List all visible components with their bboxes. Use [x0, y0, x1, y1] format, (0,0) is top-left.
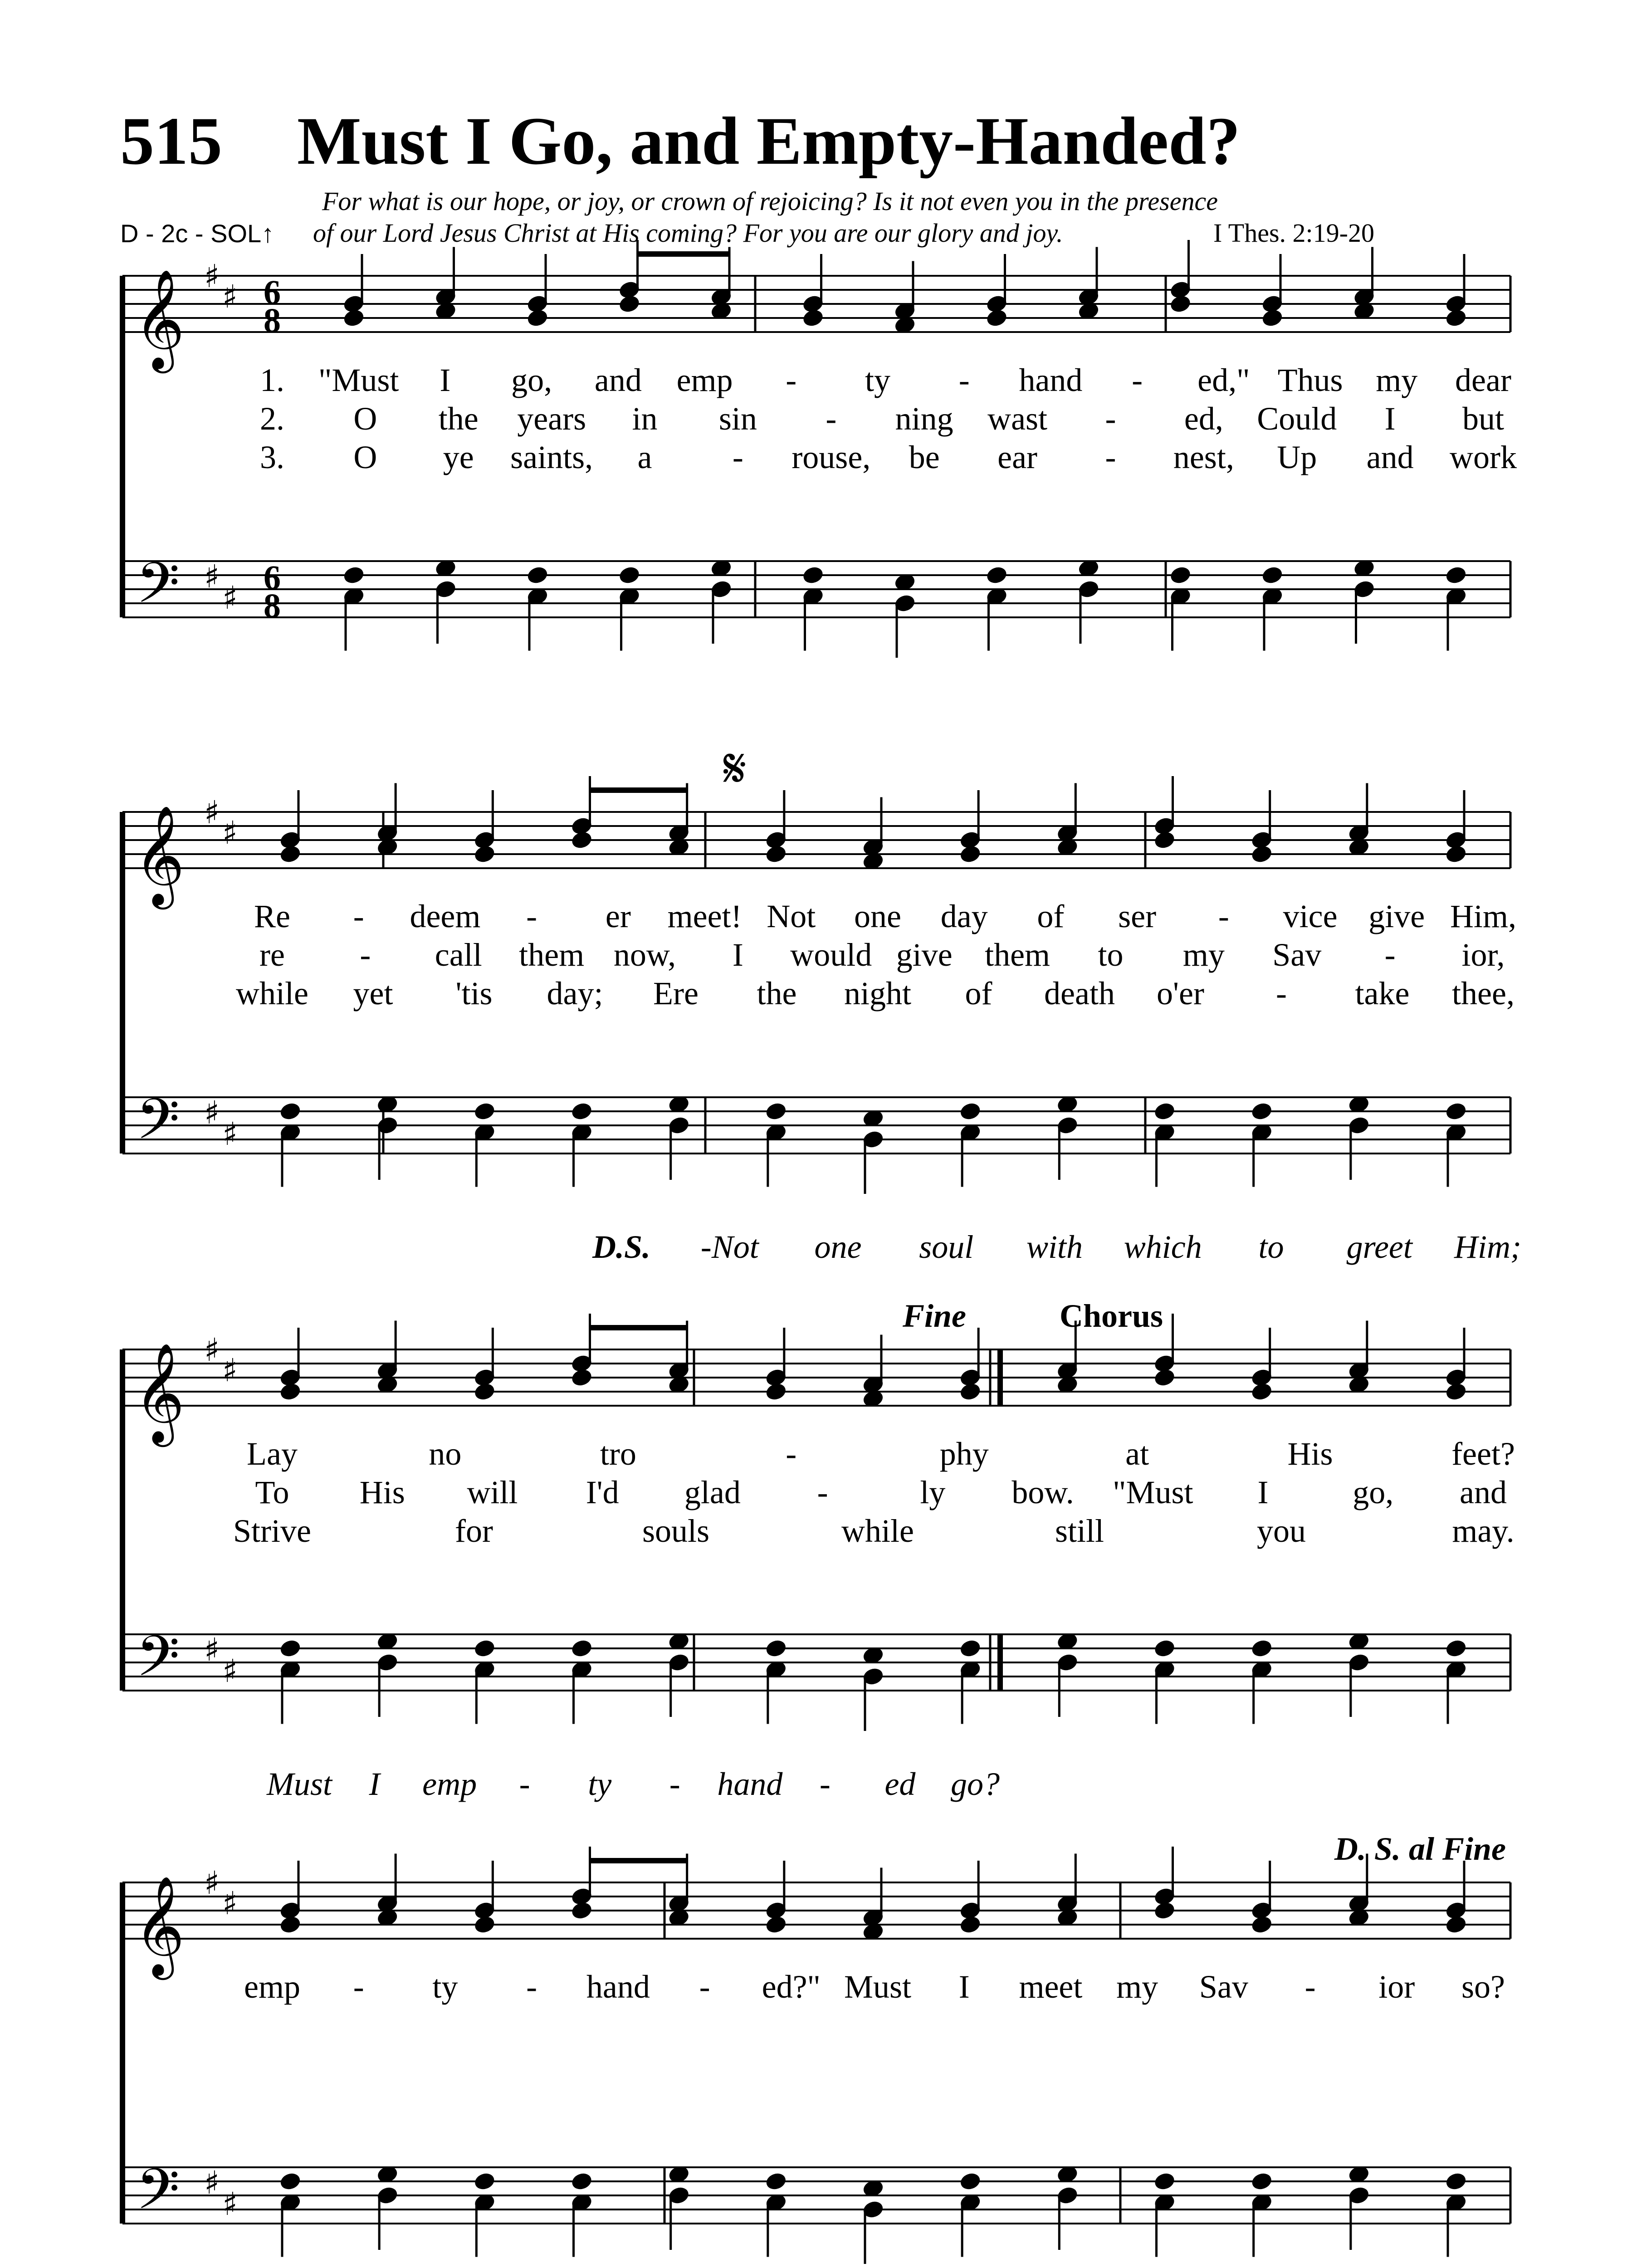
lyric-syllable: o'er [1157, 975, 1204, 1012]
ds-lyric-syllable: hand [717, 1766, 783, 1802]
bass-note [1446, 2172, 1466, 2190]
treble-note [1262, 309, 1282, 327]
lyric-syllable: the [438, 401, 479, 437]
lyric-syllable: Strive [233, 1513, 311, 1549]
chorus-marking: Chorus [1059, 1298, 1163, 1334]
lyric-syllable: Re [254, 898, 290, 934]
ds-lyric-syllable: emp [422, 1766, 477, 1802]
lyric-syllable: glad [684, 1474, 741, 1510]
ds-lyric-syllable: -Not [700, 1229, 759, 1265]
lyric-syllable: 2. [260, 401, 284, 437]
bass-note [474, 1639, 495, 1657]
scripture-line-2: of our Lord Jesus Christ at His coming? For you are our glory and joy. [313, 218, 1063, 248]
lyric-syllable: - [526, 898, 537, 934]
bass-note [280, 1102, 300, 1120]
lyric-syllable: I [958, 1969, 970, 2005]
treble-note [987, 309, 1007, 327]
lyric-syllable: - [1276, 975, 1287, 1012]
ds-lyric-syllable: D.S. [592, 1229, 651, 1265]
sharp-icon: ♯ [204, 2164, 220, 2201]
lyric-syllable: ior [1378, 1969, 1415, 2005]
lyric-syllable: - [1132, 362, 1143, 398]
lyric-syllable: ning [895, 401, 953, 437]
lyric-syllable: tro [600, 1436, 636, 1472]
lyric-syllable: souls [642, 1513, 710, 1549]
lyric-syllable: but [1462, 401, 1505, 437]
lyric-syllable: His [359, 1474, 405, 1510]
treble-note [1154, 1901, 1175, 1919]
lyric-syllable: my [1182, 937, 1225, 973]
bass-note [1446, 566, 1466, 584]
lyric-syllable: call [435, 937, 482, 973]
lyric-syllable: in [632, 401, 658, 437]
lyric-syllable: a [637, 439, 652, 475]
lyric-syllable: no [429, 1436, 462, 1472]
bass-note [766, 1102, 786, 1120]
lyric-syllable: deem [410, 898, 481, 934]
sharp-icon: ♯ [222, 1885, 238, 1922]
lyric-syllable: sin [718, 401, 757, 437]
lyric-syllable: ed," [1197, 362, 1250, 398]
treble-note [960, 1916, 981, 1933]
lyric-syllable: night [844, 975, 912, 1012]
treble-clef: 𝄞 [134, 269, 185, 369]
lyric-syllable: dear [1455, 362, 1511, 398]
treble-note [1154, 831, 1175, 849]
lyric-syllable: years [517, 401, 586, 437]
ds-lyric-syllable: go? [951, 1766, 1000, 1802]
lyric-syllable: the [757, 975, 797, 1012]
ds-lyric-syllable: Him; [1454, 1229, 1521, 1265]
lyric-syllable: and [1366, 439, 1414, 475]
lyric-syllable: His [1287, 1436, 1333, 1472]
ds-al-fine-marking: D. S. al Fine [1334, 1831, 1506, 1867]
lyric-syllable: - [1218, 898, 1229, 934]
treble-note [572, 831, 592, 849]
bass-note [474, 2172, 495, 2190]
lyric-syllable: take [1355, 975, 1410, 1012]
lyric-syllable: ty [432, 1969, 458, 2005]
lyric-syllable: one [854, 898, 901, 934]
sharp-icon: ♯ [204, 258, 220, 295]
lyric-syllable: ior, [1461, 937, 1505, 973]
bass-clef: 𝄢 [136, 1624, 180, 1703]
lyric-syllable: I [732, 937, 743, 973]
lyric-syllable: still [1055, 1513, 1104, 1549]
treble-note [280, 1383, 300, 1400]
lyric-syllable: 1. [260, 362, 284, 398]
bass-note [280, 2172, 300, 2190]
lyric-syllable: would [790, 937, 872, 973]
lyric-syllable: feet? [1451, 1436, 1515, 1472]
lyric-syllable: 'tis [455, 975, 493, 1012]
bass-note [343, 566, 364, 584]
lyric-syllable: day; [547, 975, 603, 1012]
sharp-icon: ♯ [222, 1115, 238, 1153]
lyric-syllable: phy [939, 1436, 989, 1472]
lyric-syllable: "Must [1113, 1474, 1193, 1510]
treble-note [572, 1369, 592, 1386]
treble-note [803, 309, 823, 327]
treble-note [960, 1383, 981, 1400]
lyric-syllable: Ere [653, 975, 699, 1012]
lyric-syllable: rouse, [792, 439, 871, 475]
lyric-syllable: and [1460, 1474, 1507, 1510]
lyric-syllable: I [440, 362, 451, 398]
bass-note [572, 1102, 592, 1120]
lyric-syllable: vice [1283, 898, 1338, 934]
lyric-syllable: give [1368, 898, 1425, 934]
bass-note [1446, 1639, 1466, 1657]
time-signature-bottom: 8 [264, 587, 281, 625]
scripture-line-1: For what is our hope, or joy, or crown of rejoicing? Is it not even you in the presence [322, 186, 1218, 216]
lyric-syllable: - [1105, 401, 1116, 437]
lyric-syllable: - [526, 1969, 537, 2005]
lyric-syllable: 3. [260, 439, 284, 475]
time-signature-top: 6 [264, 274, 281, 312]
lyric-syllable: at [1125, 1436, 1149, 1472]
sharp-icon: ♯ [222, 278, 238, 315]
ds-lyric-syllable: - [819, 1766, 831, 1802]
lyric-syllable: - [732, 439, 743, 475]
lyric-syllable: - [826, 401, 837, 437]
ds-lyric-syllable: to [1258, 1229, 1284, 1265]
treble-note [960, 845, 981, 863]
treble-note [280, 1916, 300, 1933]
lyric-syllable: go, [511, 362, 552, 398]
sharp-icon: ♯ [204, 794, 220, 831]
lyric-syllable: to [1098, 937, 1124, 973]
treble-note [474, 1916, 495, 1933]
treble-note [1251, 1916, 1272, 1933]
bass-note [1251, 1102, 1272, 1120]
bass-note [527, 566, 547, 584]
bass-note [280, 1639, 300, 1657]
lyric-syllable: my [1116, 1969, 1158, 2005]
bass-note [1154, 1639, 1175, 1657]
lyric-syllable: and [594, 362, 642, 398]
lyric-syllable: ty [865, 362, 891, 398]
lyric-syllable: Up [1277, 439, 1317, 475]
sharp-icon: ♯ [222, 1652, 238, 1690]
bass-note [1154, 1102, 1175, 1120]
lyric-syllable: - [699, 1969, 710, 2005]
ds-lyric-syllable: I [369, 1766, 380, 1802]
bass-note [960, 1102, 981, 1120]
lyric-syllable: I [1257, 1474, 1269, 1510]
lyric-syllable: Sav [1199, 1969, 1248, 2005]
sharp-icon: ♯ [204, 1331, 220, 1369]
key-info: D - 2c - SOL↑ [120, 219, 274, 248]
treble-note [527, 309, 547, 327]
lyric-syllable: give [896, 937, 953, 973]
lyric-syllable: ed, [1184, 401, 1223, 437]
hymn-title: Must I Go, and Empty-Handed? [297, 103, 1241, 179]
treble-note [766, 1916, 786, 1933]
bass-note [474, 1102, 495, 1120]
bass-note [1170, 566, 1191, 584]
treble-note [343, 309, 364, 327]
treble-note [474, 845, 495, 863]
lyric-syllable: re [259, 937, 285, 973]
ds-lyric-syllable: soul [919, 1229, 974, 1265]
lyric-syllable: - [786, 1436, 797, 1472]
treble-note [572, 1901, 592, 1919]
lyric-syllable: - [817, 1474, 828, 1510]
bass-note [960, 2172, 981, 2190]
lyric-syllable: I [1384, 401, 1396, 437]
lyric-syllable: "Must [318, 362, 399, 398]
lyric-syllable: of [965, 975, 992, 1012]
treble-note [1446, 1916, 1466, 1933]
bass-note [572, 1639, 592, 1657]
bass-note [1262, 566, 1282, 584]
lyric-syllable: ed?" [762, 1969, 821, 2005]
treble-note [1251, 845, 1272, 863]
lyric-syllable: bow. [1011, 1474, 1074, 1510]
lyric-syllable: of [1037, 898, 1065, 934]
lyric-syllable: may. [1452, 1513, 1515, 1549]
lyric-syllable: ly [920, 1474, 946, 1510]
lyric-syllable: - [353, 1969, 364, 2005]
lyric-syllable: I'd [586, 1474, 619, 1510]
bass-note [1251, 1639, 1272, 1657]
ds-lyric-syllable: ty [588, 1766, 612, 1802]
sharp-icon: ♯ [204, 558, 220, 595]
sharp-icon: ♯ [222, 579, 238, 616]
treble-clef: 𝄞 [134, 805, 185, 905]
lyric-syllable: To [255, 1474, 289, 1510]
treble-note [1446, 845, 1466, 863]
bass-note [1251, 2172, 1272, 2190]
lyric-syllable: wast [987, 401, 1048, 437]
bass-clef: 𝄢 [136, 1087, 180, 1166]
lyric-syllable: saints, [510, 439, 593, 475]
lyric-syllable: for [455, 1513, 493, 1549]
lyric-syllable: - [786, 362, 797, 398]
lyric-syllable: so? [1461, 1969, 1505, 2005]
ds-lyric-syllable: one [814, 1229, 862, 1265]
ds-lyric-syllable: Must [267, 1766, 332, 1802]
sharp-icon: ♯ [204, 1631, 220, 1668]
treble-note [619, 295, 640, 313]
lyric-syllable: O [353, 439, 377, 475]
bass-note [960, 1639, 981, 1657]
lyric-syllable: ye [443, 439, 474, 475]
lyric-syllable: nest, [1173, 439, 1234, 475]
scripture-reference: I Thes. 2:19-20 [1213, 218, 1374, 248]
treble-note [1154, 1369, 1175, 1386]
lyric-syllable: work [1450, 439, 1517, 475]
ds-lyric-syllable: which [1124, 1229, 1202, 1265]
lyric-syllable: while [236, 975, 308, 1012]
lyric-syllable: - [1105, 439, 1116, 475]
ds-lyric-syllable: greet [1346, 1229, 1412, 1265]
lyric-syllable: Not [767, 898, 816, 934]
lyric-syllable: Lay [247, 1436, 298, 1472]
lyric-syllable: hand [586, 1969, 650, 2005]
lyric-syllable: O [353, 401, 377, 437]
lyric-syllable: Thus [1277, 362, 1343, 398]
bass-note [766, 2172, 786, 2190]
lyric-syllable: ser [1118, 898, 1157, 934]
lyric-syllable: yet [353, 975, 393, 1012]
lyric-syllable: my [1376, 362, 1418, 398]
lyric-syllable: them [519, 937, 585, 973]
lyric-syllable: day [940, 898, 988, 934]
treble-note [474, 1383, 495, 1400]
lyric-syllable: go, [1353, 1474, 1394, 1510]
lyric-syllable: while [841, 1513, 914, 1549]
treble-note [766, 845, 786, 863]
lyric-syllable: - [1384, 937, 1396, 973]
lyric-syllable: emp [244, 1969, 300, 2005]
lyric-syllable: hand [1019, 362, 1083, 398]
lyric-syllable: meet! [667, 898, 742, 934]
segno-icon: 𝄋 [723, 737, 747, 800]
sharp-icon: ♯ [222, 1352, 238, 1389]
lyric-syllable: - [958, 362, 970, 398]
sharp-icon: ♯ [204, 1094, 220, 1131]
lyric-syllable: you [1257, 1513, 1306, 1549]
treble-note [280, 845, 300, 863]
sharp-icon: ♯ [204, 1864, 220, 1901]
lyric-syllable: will [467, 1474, 518, 1510]
lyric-syllable: emp [676, 362, 733, 398]
fine-marking: Fine [902, 1298, 967, 1334]
bass-note [1154, 2172, 1175, 2190]
bass-clef: 𝄢 [136, 2157, 180, 2236]
treble-note [1251, 1383, 1272, 1400]
lyric-syllable: Sav [1272, 937, 1322, 973]
ds-lyric-syllable: with [1026, 1229, 1083, 1265]
lyric-syllable: Him, [1450, 898, 1517, 934]
lyric-syllable: Could [1257, 401, 1337, 437]
lyric-syllable: them [985, 937, 1050, 973]
lyric-syllable: be [909, 439, 940, 475]
time-signature-top: 6 [264, 559, 281, 597]
treble-note [1170, 295, 1191, 313]
lyric-syllable: death [1044, 975, 1115, 1012]
time-signature-bottom: 8 [264, 302, 281, 340]
lyric-syllable: Must [844, 1969, 912, 2005]
treble-note [1446, 309, 1466, 327]
treble-clef: 𝄞 [134, 1342, 185, 1442]
ds-lyric-syllable: ed [884, 1766, 916, 1802]
treble-clef: 𝄞 [134, 1875, 185, 1975]
lyric-syllable: now, [613, 937, 676, 973]
lyric-syllable: - [360, 937, 371, 973]
treble-note [766, 1383, 786, 1400]
sharp-icon: ♯ [222, 814, 238, 851]
lyric-syllable: ear [997, 439, 1038, 475]
ds-lyric-syllable: - [669, 1766, 680, 1802]
bass-note [987, 566, 1007, 584]
bass-note [803, 566, 823, 584]
bass-note [766, 1639, 786, 1657]
lyric-syllable: meet [1019, 1969, 1083, 2005]
ds-lyric-syllable: - [519, 1766, 530, 1802]
sharp-icon: ♯ [222, 2185, 238, 2223]
lyric-syllable: thee, [1452, 975, 1515, 1012]
bass-note [1446, 1102, 1466, 1120]
bass-note [619, 566, 640, 584]
lyric-syllable: - [353, 898, 364, 934]
bass-clef: 𝄢 [136, 551, 180, 630]
treble-note [1446, 1383, 1466, 1400]
hymn-number: 515 [120, 103, 222, 179]
lyric-syllable: - [1305, 1969, 1316, 2005]
bass-note [572, 2172, 592, 2190]
lyric-syllable: er [605, 898, 631, 934]
